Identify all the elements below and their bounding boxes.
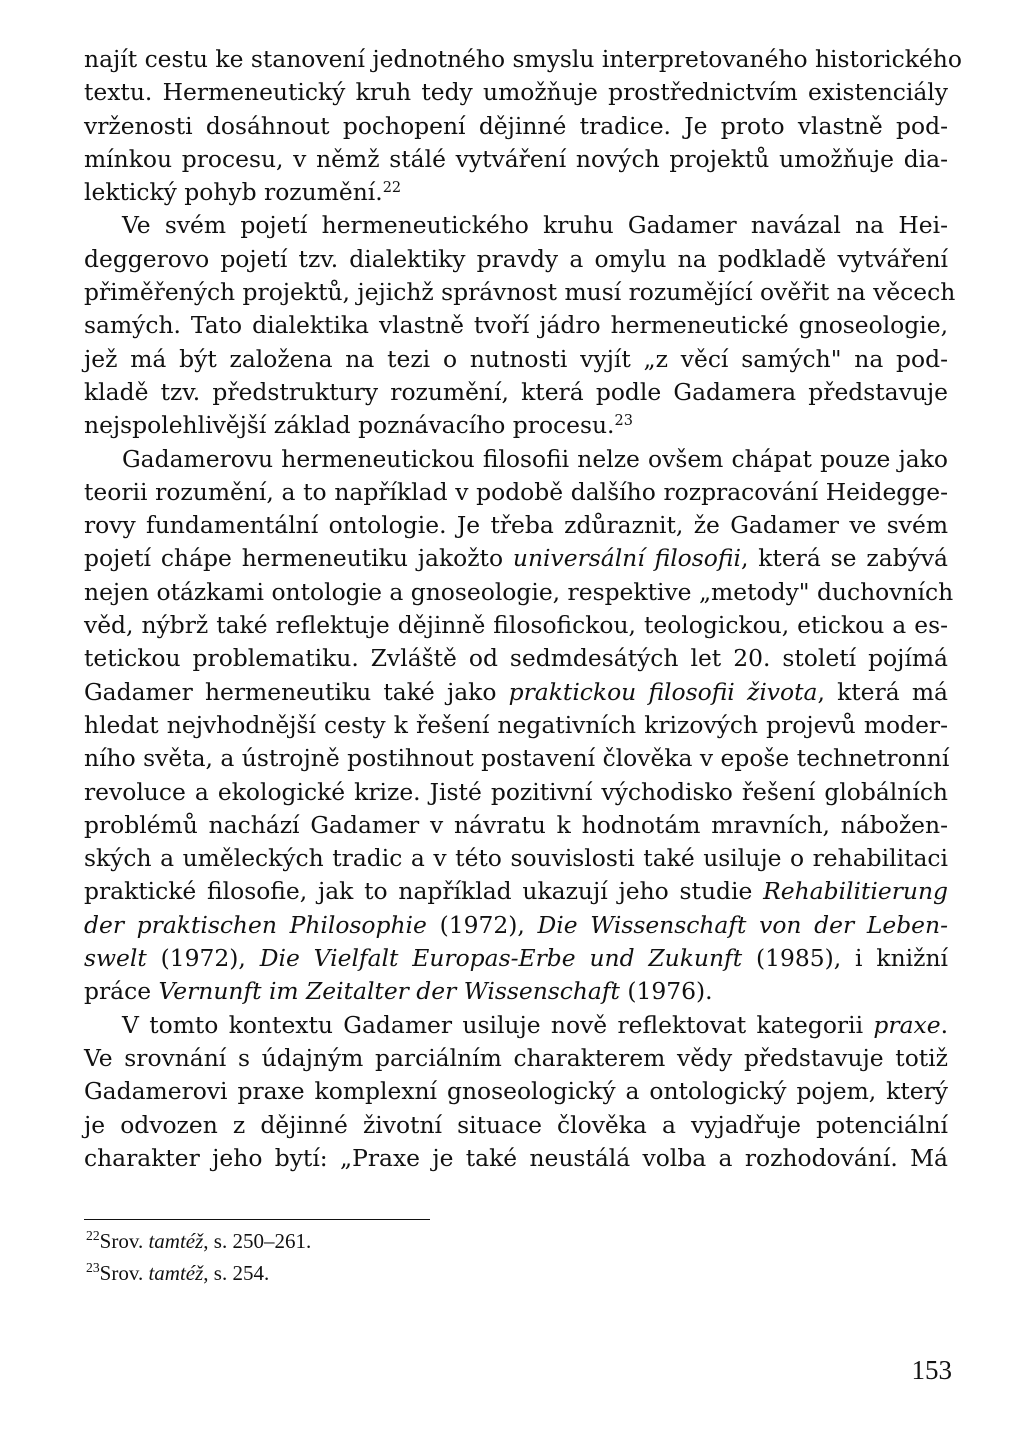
text-line: deggerovo pojetí tzv. dialektiky pravdy a omylu na podkladě vytváření xyxy=(84,244,948,273)
text-line: charakter jeho bytí: „Praxe je také neustálá volba a rozhodování. Má xyxy=(84,1143,948,1172)
text-line: praktické filosofie, jak to například ukazují jeho studie Rehabilitierung xyxy=(84,877,948,906)
footnote-22: $^{22}$Srov. tamtéž, s. 250–261. xyxy=(86,1227,312,1253)
emphasis-practical-philosophy: praktickou filosofii života xyxy=(508,677,818,706)
text-line: swelt (1972), Die Vielfalt Europas-Erbe und Zukunft (1985), i knižní xyxy=(84,944,948,973)
text-line: Ve svém pojetí hermeneutického kruhu Gadamer navázal na Hei- xyxy=(122,211,948,240)
text-line: nejspolehlivější základ poznávacího procesu.$^{23}$ xyxy=(84,411,633,440)
text-line: textu. Hermeneutický kruh tedy umožňuje prostřednictvím existenciály xyxy=(84,78,948,107)
text-line: der praktischen Philosophie (1972), Die Wissenschaft von der Leben- xyxy=(84,910,948,939)
work-title: der praktischen Philosophie xyxy=(84,910,427,939)
work-title: Die Vielfalt Europas-Erbe und Zukunft xyxy=(259,944,743,973)
text-line: rovy fundamentální ontologie. Je třeba zdůraznit, že Gadamer ve svém xyxy=(84,511,948,540)
text-line: tetickou problematiku. Zvláště od sedmdesátých let 20. století pojímá xyxy=(84,644,948,673)
page-number: 153 xyxy=(911,1355,952,1385)
footnote-23: $^{23}$Srov. tamtéž, s. 254. xyxy=(86,1259,270,1285)
text-line: Gadamer hermeneutiku také jako praktickou filosofii života, která má xyxy=(84,677,948,706)
work-title: Vernunft im Zeitalter der Wissenschaft xyxy=(158,977,620,1006)
text-line: Gadamerovi praxe komplexní gnoseologický a ontologický pojem, který xyxy=(84,1077,948,1106)
text-line: V tomto kontextu Gadamer usiluje nově reflektovat kategorii praxe. xyxy=(122,1010,948,1039)
text-line: najít cestu ke stanovení jednotného smyslu interpretovaného historického xyxy=(84,45,962,73)
text-line: pojetí chápe hermeneutiku jakožto universální filosofii, která se zabývá xyxy=(84,544,948,573)
text-line: vrženosti dosáhnout pochopení dějinné tradice. Je proto vlastně pod- xyxy=(84,111,948,140)
work-title: swelt xyxy=(84,944,147,973)
text-line: lektický pohyb rozumění.$^{22}$ xyxy=(84,178,402,207)
text-line: hledat nejvhodnější cesty k řešení negativních krizových projevů moder- xyxy=(84,710,948,739)
text-line: přiměřených projektů, jejichž správnost musí rozumějící ověřit na věcech xyxy=(84,278,956,307)
text-line: mínkou procesu, v němž stálé vytváření nových projektů umožňuje dia- xyxy=(84,144,948,173)
text-line: kladě tzv. předstruktury rozumění, která podle Gadamera představuje xyxy=(84,377,948,406)
body-text xyxy=(84,43,962,1175)
footnotes xyxy=(86,1225,686,1289)
footnote-ref-23: 23 xyxy=(614,413,633,430)
text-line: práce Vernunft im Zeitalter der Wissenschaft (1976). xyxy=(84,977,713,1006)
text-line: Gadamerovu hermeneutickou filosofii nelze ovšem chápat pouze jako xyxy=(122,444,948,473)
text-line: samých. Tato dialektika vlastně tvoří jádro hermeneutické gnoseologie, xyxy=(84,311,948,340)
text-line: věd, nýbrž také reflektuje dějinně filosofickou, teologickou, etickou a es- xyxy=(84,611,948,640)
text-line: ských a uměleckých tradic a v této souvislosti také usiluje o rehabilitaci xyxy=(84,844,948,873)
text-line: problémů nachází Gadamer v návratu k hodnotám mravních, nábožen- xyxy=(84,810,948,839)
footnote-ref-22: 22 xyxy=(382,180,402,197)
emphasis-universal-philosophy: universální filosofii xyxy=(512,544,741,573)
text-line: revoluce a ekologické krize. Jisté pozitivní východisko řešení globálních xyxy=(84,777,948,806)
text-line: nejen otázkami ontologie a gnoseologie, respektive „metody" duchovních xyxy=(84,577,954,606)
work-title: Die Wissenschaft von der Leben- xyxy=(537,910,948,939)
text-line: teorii rozumění, a to například v podobě dalšího rozpracování Heidegge- xyxy=(84,477,948,506)
text-line: ního světa, a ústrojně postihnout postavení člověka v epoše technetronní xyxy=(84,744,950,773)
work-title: Rehabilitierung xyxy=(763,877,948,906)
text-line: Ve srovnání s údajným parciálním charakterem vědy představuje totiž xyxy=(84,1043,948,1072)
emphasis-praxe: praxe xyxy=(873,1010,941,1039)
text-line: jež má být založena na tezi o nutnosti vyjít „z věcí samých" na pod- xyxy=(84,344,948,373)
footnote-divider xyxy=(84,1219,430,1220)
text-line: je odvozen z dějinné životní situace člověka a vyjadřuje potenciální xyxy=(84,1110,948,1139)
